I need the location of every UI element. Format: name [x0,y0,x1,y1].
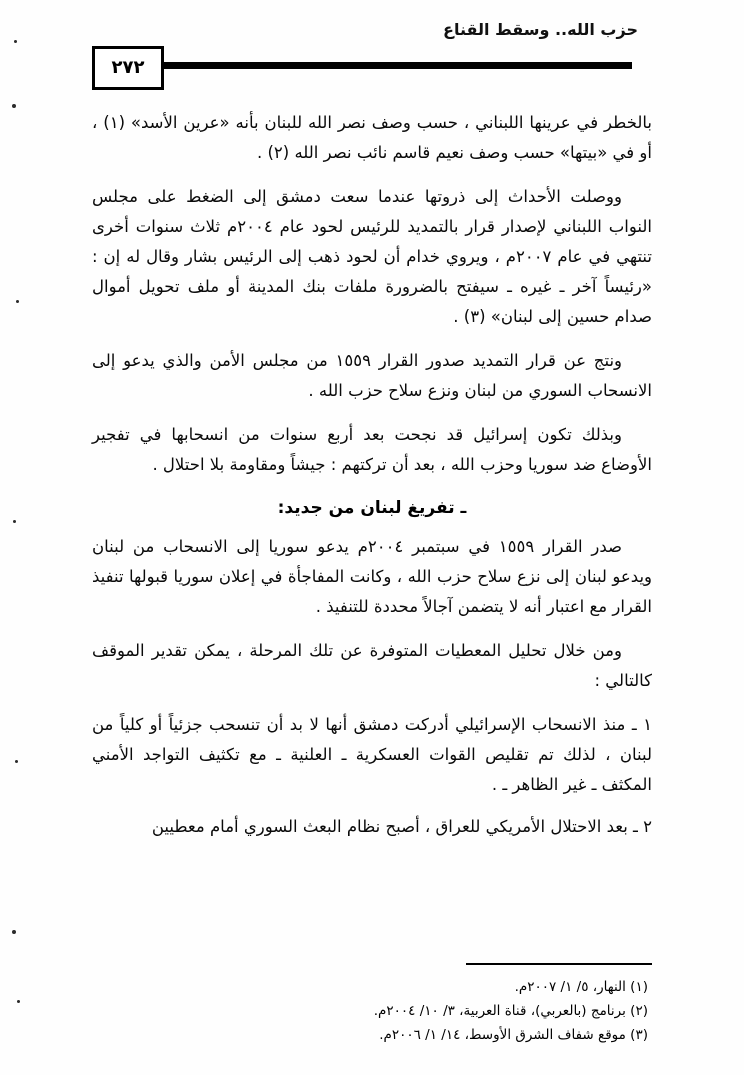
paragraph: ووصلت الأحداث إلى ذروتها عندما سعت دمشق إلى الضغط على مجلس النواب اللبناني لإصدار قرار بالتمديد للرئيس لحود عام ٢٠٠٤م ثلاث سنوات أخرى تنتهي في عام ٢٠٠٧م ، ويروي خدام أن لحود ذهب إلى الرئيس بشار وقال له إن : «رئيساً آخر ـ غيره ـ سيفتح بالضرورة ملفات بنك المدينة أو ملف تحويل أموال صدام حسين إلى لبنان» (٣) . [92,187,652,326]
scan-speck [15,760,18,763]
scan-speck [14,40,17,43]
scan-speck [12,104,16,108]
footnote: (١) النهار، ٥/ ١/ ٢٠٠٧م. [514,979,648,995]
paragraph: وبذلك تكون إسرائيل قد نجحت بعد أربع سنوات من انسحابها في تفجير الأوضاع ضد سوريا وحزب الله ، بعد أن تركتهم : جيشاً ومقاومة بلا احتلال . [92,425,652,474]
scan-speck [12,930,16,934]
scan-speck [13,520,16,523]
paragraph: ومن خلال تحليل المعطيات المتوفرة عن تلك المرحلة ، يمكن تقدير الموقف كالتالي : [92,641,652,690]
footnote: (٢) برنامج (بالعربي)، قناة العربية، ٣/ ١٠/ ٢٠٠٤م. [373,1003,648,1019]
section-subheading: ـ تفريغ لبنان من جديد: [277,498,467,518]
footnote-separator [466,963,652,965]
scan-speck [17,1000,20,1003]
footnote: (٣) موقع شفاف الشرق الأوسط، ١٤/ ١/ ٢٠٠٦م. [379,1027,648,1043]
page-number: ٢٧٢ [111,57,145,78]
scan-speck [16,300,19,303]
header-rule-group [92,54,652,76]
page-number-badge [92,46,164,90]
header-rule [164,62,632,69]
book-title: حزب الله.. وسقط القناع [443,20,638,39]
page-header [92,20,652,78]
paragraph: ونتج عن قرار التمديد صدور القرار ١٥٥٩ من مجلس الأمن والذي يدعو إلى الانسحاب السوري من لبنان ونزع سلاح حزب الله . [92,351,652,400]
list-item: ١ ـ منذ الانسحاب الإسرائيلي أدركت دمشق أنها لا بد أن تنسحب جزئياً أو كلياً من لبنان ، لذلك تم تقليص القوات العسكرية ـ العلنية ـ مع تكثيف التواجد الأمني المكثف ـ غير الظاهر ـ . [92,715,652,794]
paragraph: صدر القرار ١٥٥٩ في سبتمبر ٢٠٠٤م يدعو سوريا إلى الانسحاب من لبنان ويدعو لبنان إلى نزع سلاح حزب الله ، وكانت المفاجأة في إعلان سوريا قبولها تنفيذ القرار مع اعتبار أنه لا يتضمن آجالاً محددة للتنفيذ . [92,537,652,616]
list-item: ٢ ـ بعد الاحتلال الأمريكي للعراق ، أصبح نظام البعث السوري أمام معطيين [151,817,652,836]
paragraph: بالخطر في عرينها اللبناني ، حسب وصف نصر الله للبنان بأنه «عرين الأسد» (١) ، أو في «بيتها» حسب وصف نعيم قاسم نائب نصر الله (٢) . [92,113,652,162]
footnotes-section [92,963,652,1047]
page-content [92,108,652,854]
